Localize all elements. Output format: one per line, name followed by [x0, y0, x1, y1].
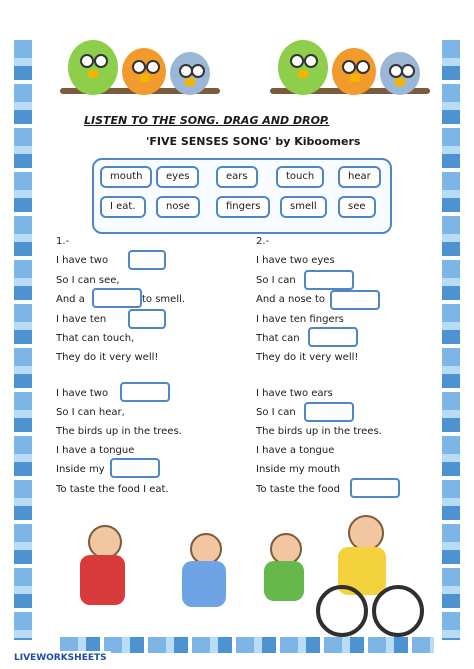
- verse4-line: I have two ears: [256, 388, 333, 399]
- verse2-line: That can: [256, 333, 300, 344]
- verse4-line: I have a tongue: [256, 445, 335, 456]
- bird-eye: [80, 54, 94, 68]
- verse4-line: Inside my mouth: [256, 464, 341, 475]
- kid-head: [348, 515, 384, 551]
- liveworksheets-logo: LIVEWORKSHEETS: [10, 651, 111, 665]
- bird-eye: [342, 60, 356, 74]
- drop-zone[interactable]: [128, 250, 166, 270]
- worksheet-instruction: LISTEN TO THE SONG. DRAG AND DROP.: [84, 114, 330, 127]
- drop-zone[interactable]: [350, 478, 400, 498]
- verse3-line: The birds up in the trees.: [56, 426, 182, 437]
- verse1-line: They do it very well!: [56, 352, 159, 363]
- bird-beak: [350, 74, 360, 82]
- drop-zone[interactable]: [308, 327, 358, 347]
- word-chip-mouth[interactable]: mouth: [100, 166, 152, 188]
- word-chip-fingers[interactable]: fingers: [216, 196, 270, 218]
- decorative-border-left: [14, 40, 32, 640]
- verse3-line: Inside my: [56, 464, 105, 475]
- word-chip-ears[interactable]: ears: [216, 166, 258, 188]
- drop-zone[interactable]: [110, 458, 160, 478]
- verse2-line: I have ten fingers: [256, 314, 344, 325]
- green-bird: [68, 40, 118, 95]
- verse1-line: I have ten: [56, 314, 107, 325]
- verse4-line: So I can: [256, 407, 296, 418]
- drop-zone[interactable]: [128, 309, 166, 329]
- verse2-line: I have two eyes: [256, 255, 335, 266]
- bird-beak: [298, 70, 308, 78]
- word-chip-smell[interactable]: smell: [280, 196, 327, 218]
- word-bank: [92, 158, 392, 234]
- bird-beak: [185, 78, 195, 86]
- verse2-line: They do it very well!: [256, 352, 359, 363]
- bird-eye: [191, 64, 205, 78]
- verse1-line: I have two: [56, 255, 109, 266]
- verse3-line: I have a tongue: [56, 445, 135, 456]
- kid-body: [264, 561, 304, 601]
- drop-zone[interactable]: [92, 288, 142, 308]
- bird-eye: [94, 54, 108, 68]
- bird-eye: [132, 60, 146, 74]
- blue-bird: [380, 52, 420, 95]
- green-bird: [278, 40, 328, 95]
- word-chip-see[interactable]: see: [338, 196, 376, 218]
- verse3-line: I have two: [56, 388, 109, 399]
- bird-eye: [304, 54, 318, 68]
- word-chip-eyes[interactable]: eyes: [156, 166, 199, 188]
- kid-head: [88, 525, 122, 559]
- blue-bird: [170, 52, 210, 95]
- drop-zone[interactable]: [304, 270, 354, 290]
- word-chip-i-eat[interactable]: I eat.: [100, 196, 146, 218]
- bird-eye: [290, 54, 304, 68]
- children-illustration: [70, 515, 410, 625]
- bird-eye: [356, 60, 370, 74]
- drop-zone[interactable]: [304, 402, 354, 422]
- kid-body: [182, 561, 226, 607]
- verse-number-2: 2.-: [256, 236, 270, 247]
- verse4-line: To taste the food: [256, 484, 340, 495]
- orange-bird: [332, 48, 376, 95]
- verse-number-1: 1.-: [56, 236, 70, 247]
- bird-eye: [401, 64, 415, 78]
- verse1-line: So I can see,: [56, 275, 120, 286]
- bird-eye: [146, 60, 160, 74]
- birds-illustration-right: [270, 30, 430, 110]
- song-title: 'FIVE SENSES SONG' by Kiboomers: [146, 135, 361, 148]
- bird-beak: [88, 70, 98, 78]
- decorative-border-right: [442, 40, 460, 640]
- verse1-line: And a: [56, 294, 85, 305]
- orange-bird: [122, 48, 166, 95]
- verse2-line: And a nose to: [256, 294, 326, 305]
- bicycle-wheel: [316, 585, 368, 637]
- verse2-line: So I can: [256, 275, 296, 286]
- bicycle-wheel: [372, 585, 424, 637]
- verse3-line: So I can hear,: [56, 407, 125, 418]
- verse3-line: To taste the food I eat.: [56, 484, 169, 495]
- word-chip-hear[interactable]: hear: [338, 166, 381, 188]
- birds-illustration-left: [60, 30, 220, 110]
- verse4-line: The birds up in the trees.: [256, 426, 382, 437]
- drop-zone[interactable]: [330, 290, 380, 310]
- drop-zone[interactable]: [120, 382, 170, 402]
- bird-beak: [140, 74, 150, 82]
- word-chip-touch[interactable]: touch: [276, 166, 324, 188]
- decorative-border-bottom: [60, 637, 434, 653]
- word-chip-nose[interactable]: nose: [156, 196, 200, 218]
- verse1-line: That can touch,: [56, 333, 135, 344]
- verse1-line: to smell.: [142, 294, 186, 305]
- kid-body: [80, 555, 125, 605]
- bird-beak: [395, 78, 405, 86]
